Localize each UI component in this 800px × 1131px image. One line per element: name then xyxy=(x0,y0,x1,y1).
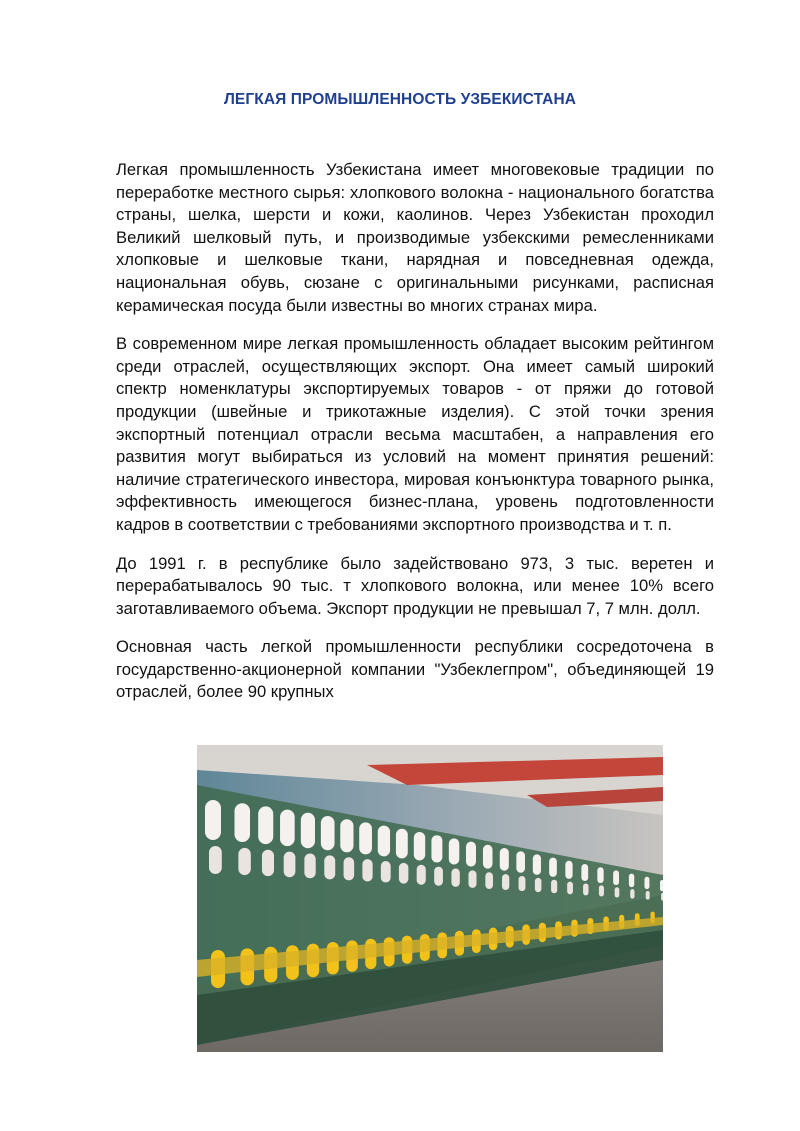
photo-bobbin-white xyxy=(434,867,443,886)
photo-bobbin-white xyxy=(644,877,649,889)
photo-bobbin-white xyxy=(359,822,372,854)
photo-bobbin-white xyxy=(301,813,315,848)
photo-bobbin-white xyxy=(551,880,557,893)
paragraph-statistics: До 1991 г. в республике было задействовано 973, 3 тыс. веретен и перерабатывалось 90 тыс. т хлопкового волокна, или менее 10% всего заготавливаемого объема. Экспорт продукции не превышал 7, 7 млн. долл. xyxy=(116,553,714,618)
photo-bobbin-white xyxy=(238,848,250,875)
photo-bobbin-white xyxy=(483,845,493,869)
photo-bobbin-white xyxy=(661,893,663,901)
photo-bobbin-white xyxy=(615,887,620,897)
photo-bobbin-white xyxy=(519,876,526,891)
paragraph-export: В современном мире легкая промышленность обладает высоким рейтингом среди отраслей, осуществляющих экспорт. Она имеет самый широкий спектр номенклатуры экспортируемых товаров - от пряжи до готовой продукции (швейные и трикотажные изделия). С этой точки зрения экспортный потенциал отрасли весьма масштабен, а направления его развития могут выбираться из условий на момент принятия решений: наличие стратегического инвестора, мировая конъюнктура товарного рынка, эффективность имеющегося бизнес-плана, уровень подготовленности кадров в соответствии с требованиями экспортного производства и т. п. xyxy=(116,334,714,534)
photo-bobbin-white xyxy=(381,861,391,883)
photo-bobbin-white xyxy=(646,891,650,900)
photo-bobbin-white xyxy=(502,874,509,890)
paragraph-company: Основная часть легкой промышленности республики сосредоточена в государственно-акционерной компании "Узбеклегпром", объединяющей 19 отраслей, более 90 крупных xyxy=(116,637,714,702)
body-text xyxy=(116,159,714,704)
photo-bobbin-white xyxy=(344,857,355,880)
photo-bobbin-white xyxy=(597,867,603,883)
photo-bobbin-white xyxy=(567,882,573,895)
photo-bobbin-white xyxy=(304,854,315,879)
photo-bobbin-white xyxy=(449,838,459,864)
photo-bobbin-white xyxy=(414,832,425,860)
photo-bobbin-white xyxy=(417,865,426,885)
photo-bobbin-white xyxy=(205,800,221,840)
photo-bobbin-white xyxy=(549,858,557,877)
photo-bobbin-white xyxy=(660,880,663,891)
photo-bobbin-white xyxy=(324,855,335,879)
photo-bobbin-white xyxy=(431,835,442,862)
photo-bobbin-white xyxy=(485,872,493,889)
photo-bobbin-white xyxy=(613,870,619,885)
photo-bobbin-white xyxy=(451,869,459,887)
photo-bobbin-white xyxy=(399,863,408,884)
photo-bobbin-white xyxy=(565,861,572,879)
spinning-frame-photo xyxy=(197,745,663,1052)
photo-bobbin-white xyxy=(262,850,274,876)
photo-bobbin-white xyxy=(468,870,476,888)
photo-bobbin-white xyxy=(378,826,390,857)
photo-bobbin-white xyxy=(629,874,634,888)
photo-bobbin-white xyxy=(280,810,295,847)
photo-bobbin-white xyxy=(234,803,250,842)
photo-bobbin-white xyxy=(362,859,372,881)
photo-bobbin-white xyxy=(599,885,604,896)
paragraph-history: Легкая промышленность Узбекистана имеет многовековые традиции по переработке местного сырья: хлопкового волокна - национального богатства страны, шелка, шерсти и кожи, каолинов. Через Узбекистан проходил Великий шелковый путь, и производимые узбекскими ремесленниками хлопковые и шелковые ткани, нарядная и повседневная одежда, национальная обувь, сюзане с оригинальными рисунками, расписная керамическая посуда были известны во многих странах мира. xyxy=(116,160,714,315)
photo-bobbin-white xyxy=(284,852,296,878)
photo-bobbin-white xyxy=(581,864,588,881)
photo-bobbin-white xyxy=(321,816,335,850)
photo-bobbin-white xyxy=(340,819,353,852)
photo-bobbin-white xyxy=(583,884,588,896)
photo-bobbin-white xyxy=(500,848,509,871)
photo-bobbin-white xyxy=(533,854,541,874)
photo-bobbin-white xyxy=(516,851,525,873)
photo-bobbin-white xyxy=(396,829,408,859)
photo-bobbin-white xyxy=(258,806,273,844)
photo-bobbin-white xyxy=(209,846,222,874)
page-title: ЛЕГКАЯ ПРОМЫШЛЕННОСТЬ УЗБЕКИСТАНА xyxy=(223,91,577,108)
photo-bobbin-white xyxy=(466,842,476,867)
photo-bobbin-white xyxy=(630,889,634,898)
photo-bobbin-white xyxy=(535,878,542,892)
